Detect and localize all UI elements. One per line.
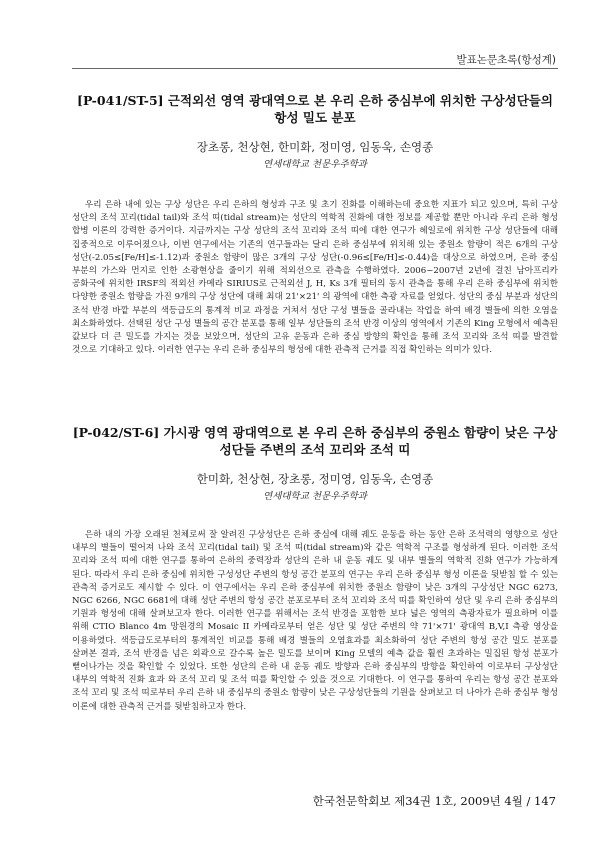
abstract-authors: 한미화, 천상현, 장초롱, 정미영, 임동욱, 손영종 bbox=[196, 472, 434, 486]
header-rule bbox=[72, 68, 558, 69]
page-footer: 한국천문학회보 제34권 1호, 2009년 4월 / 147 bbox=[312, 794, 556, 808]
abstract-p041 bbox=[72, 92, 558, 357]
abstract-affiliation: 연세대학교 천문우주학과 bbox=[263, 159, 367, 170]
section-label: 발표논문초록(항성계) bbox=[456, 54, 556, 66]
abstract-body: 은하 내의 가장 오래된 천체로써 잘 알려진 구상성단은 은하 중심에 대해 궤도 운동을 하는 동안 은하 조석력의 영향으로 성단 내부의 별들이 떨어져 나와 조석 꼬리(tidal tail) 및 조석 띠(tidal stream)와 같은 역학적 구조를 형성하게 된다. 이러한 조석 꼬리와 조석 띠에 대한 연구를 통하여 은하의 중력장과 성단의 은하 내 운동 궤도 및 내부 별들의 역학적 진화 연구가 가능하게 된다. 따라서 우리 은하 중심에 위치한 구성성단 주변의 항성 공간 분포의 연구는 우리 은하 중심부 형성 이론을 뒷받침 할 수 있는 관측적 증거로도 제시할 수 있다. 이 연구에서는 우리 은하 중심부에 위치한 중원소 함량이 낮은 3개의 구상성단 NGC 6273, NGC 6266, NGC 6681에 대해 성단 주변의 항성 공간 분포로부터 조석 꼬리와 조석 띠를 확인하여 성단 및 우리 은하 중심부의 기원과 형성에 대해 살펴보고자 한다. 이러한 연구를 위해서는 조석 반경을 포함한 보다 넓은 영역의 측광자료가 필요하며 이를 위해 CTIO Blanco 4m 망원경의 Mosaic II 카메라로부터 얻은 성단 및 성단 주변의 약 71'×71' 광대역 B,V,I 측광 영상을 이용하였다. 색등급도로부터의 통계적인 비교를 통해 배경 별들의 오염효과를 최소화하여 성단 주변의 항성 공간 밀도 분포를 살펴본 결과, 조석 반경을 넘은 외곽으로 갈수록 높은 밀도를 보이며 King 모델의 예측 값을 훨씬 초과하는 밀집된 항성 분포가 뻗어나가는 것을 확인할 수 있었다. 또한 성단의 은하 내 운동 궤도 방향과 은하 중심부의 방향을 확인하여 이로부터 구상성단 내부의 역학적 진화 효과 와 조석 꼬리 및 조석 띠를 확인할 수 있을 것으로 기대한다. 이 연구를 통하여 우리는 항성 공간 분포와 조석 꼬리 및 조석 띠로부터 우리 은하 내 중심부의 중원소 함량이 낮은 구상성단들의 기원을 살펴보고 더 나아가 은하 중심부 형성 이론에 대한 관측적 근거를 뒷받침하고자 한다. bbox=[72, 530, 558, 712]
abstract-authors: 장초롱, 천상현, 한미화, 정미영, 임동욱, 손영종 bbox=[196, 140, 434, 154]
abstract-title: [P-041/ST-5] 근적외선 영역 광대역으로 본 우리 은하 중심부에 위치한 구상성단들의 항성 밀도 분포 bbox=[77, 93, 553, 125]
abstract-p042 bbox=[72, 424, 558, 714]
abstract-affiliation: 연세대학교 천문우주학과 bbox=[263, 491, 367, 502]
abstract-body: 우리 은하 내에 있는 구상 성단은 우리 은하의 형성과 구조 및 초기 진화를 이해하는데 중요한 지표가 되고 있으며, 특히 구상 성단의 조석 꼬리(tidal tail)와 조석 띠(tidal stream)는 성단의 역학적 진화에 대한 정보를 제공할 뿐만 아니라 우리 은하 형성 합병 이론의 강력한 증거이다. 지금까지는 구상 성단의 조석 꼬리와 조석 띠에 대한 연구가 헤일로에 위치한 구상 성단들에 대해 집중적으로 이루어졌으나, 이번 연구에서는 기존의 연구들과는 달리 은하 중심부에 위치해 있는 중원소 함량이 적은 6개의 구상 성단(-2.05≤[Fe/H]≤-1.12)과 중원소 함량이 많은 3개의 구상 성단(-0.96≤[Fe/H]≤-0.44)을 대상으로 하였으며, 은하 중심 부분의 가스와 먼지로 인한 소광현상을 줄이기 위해 적외선으로 관측을 수행하였다. 2006~2007년 2년에 걸친 남아프리카 공화국에 위치한 IRSF의 적외선 카메라 SIRIUS로 근적외선 J, H, Ks 3개 필터의 동시 관측을 통해 우리 은하 중심부에 위치한 다양한 중원소 함량을 가진 9개의 구상 성단에 대해 최대 21'×21' 의 광역에 대한 측광 자료를 얻었다. 성단의 중심 부분과 성단의 조석 반경 바깥 부분의 색등급도의 통계적 비교 과정을 거쳐서 성단 구성 별들을 골라내는 작업을 하여 배경 별들에 의한 오염을 최소화하였다. 선택된 성단 구성 별들의 공간 분포를 통해 일부 성단들의 조석 반경 이상의 영역에서 기존의 King 모형에서 예측된 값보다 더 큰 밀도를 가지는 것을 보았으며, 성단의 고유 운동과 은하 중심 방향의 확인을 통해 조석 꼬리와 조석 띠를 발견할 것으로 기대하고 있다. 이러한 연구는 우리 은하 중심부의 형성에 대한 관측적 근거를 직접 확인하는 의미가 있다. bbox=[72, 200, 558, 356]
abstract-title: [P-042/ST-6] 가시광 영역 광대역으로 본 우리 은하 중심부의 중원소 함량이 낮은 구상성단들 주변의 조석 꼬리와 조석 띠 bbox=[72, 425, 558, 457]
